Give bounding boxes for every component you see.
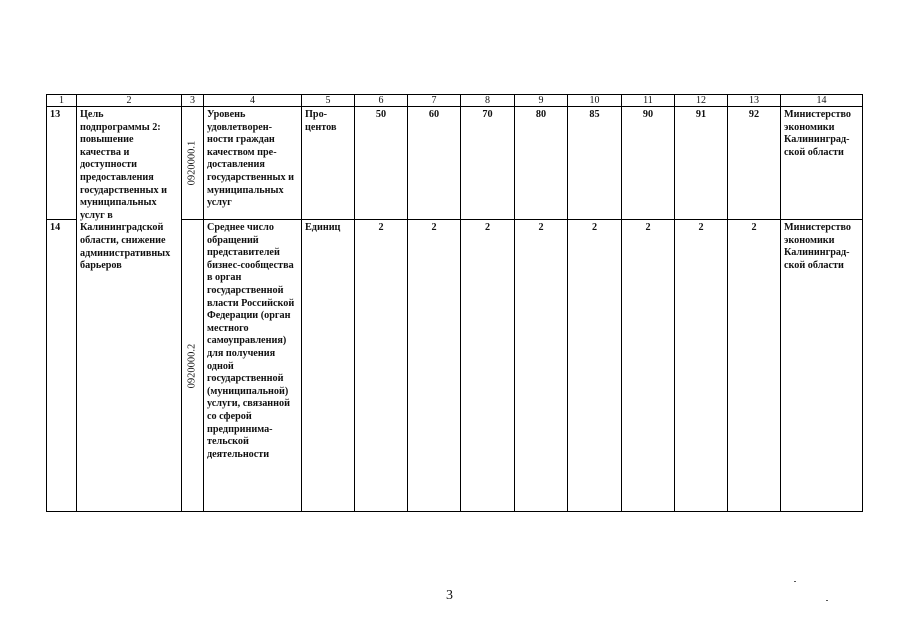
col-header: 3 bbox=[182, 95, 204, 107]
row-number: 13 bbox=[47, 107, 77, 220]
indicator-code-cell bbox=[182, 220, 204, 512]
responsible-cell: Министерство экономики Калининград-ской области bbox=[781, 107, 863, 220]
value-cell: 2 bbox=[355, 220, 408, 512]
goal-cell: Цель подпрограммы 2: повышение качества и доступности предоставления государственных и муниципальных услуг в Калининградской области, снижение административных барьеров bbox=[77, 107, 182, 512]
responsible-cell: Министерство экономики Калининград-ской области bbox=[781, 220, 863, 512]
table-row bbox=[47, 107, 863, 220]
col-header: 12 bbox=[675, 95, 728, 107]
value-cell: 70 bbox=[461, 107, 515, 220]
scan-speck bbox=[826, 600, 828, 601]
value-cell: 80 bbox=[515, 107, 568, 220]
value-cell: 2 bbox=[728, 220, 781, 512]
value-cell: 2 bbox=[568, 220, 622, 512]
col-header: 14 bbox=[781, 95, 863, 107]
page-number: 3 bbox=[446, 588, 453, 603]
value-cell: 50 bbox=[355, 107, 408, 220]
value-cell: 90 bbox=[622, 107, 675, 220]
col-header: 13 bbox=[728, 95, 781, 107]
row-number: 14 bbox=[47, 220, 77, 512]
col-header: 6 bbox=[355, 95, 408, 107]
unit: Единиц bbox=[302, 220, 355, 512]
header-row bbox=[47, 95, 863, 107]
indicator-name: Среднее число обращений представителей бизнес-сообщества в орган государственной власти Российской Федерации (орган местного самоуправления) для получения одной государственной (муниципальной) услуги, связанной со сферой предпринима-тельской деятельности bbox=[204, 220, 302, 512]
value-cell: 2 bbox=[622, 220, 675, 512]
value-cell: 91 bbox=[675, 107, 728, 220]
value-cell: 60 bbox=[408, 107, 461, 220]
unit: Про-центов bbox=[302, 107, 355, 220]
col-header: 1 bbox=[47, 95, 77, 107]
indicator-code: 0920000.1 bbox=[186, 140, 198, 186]
value-cell: 85 bbox=[568, 107, 622, 220]
indicator-code-cell bbox=[182, 107, 204, 220]
value-cell: 92 bbox=[728, 107, 781, 220]
col-header: 2 bbox=[77, 95, 182, 107]
value-cell: 2 bbox=[515, 220, 568, 512]
indicator-code: 0920000.2 bbox=[186, 343, 198, 388]
value-cell: 2 bbox=[408, 220, 461, 512]
col-header: 8 bbox=[461, 95, 515, 107]
col-header: 4 bbox=[204, 95, 302, 107]
col-header: 5 bbox=[302, 95, 355, 107]
col-header: 7 bbox=[408, 95, 461, 107]
value-cell: 2 bbox=[461, 220, 515, 512]
indicators-table bbox=[46, 94, 863, 512]
scan-speck bbox=[794, 581, 796, 582]
col-header: 9 bbox=[515, 95, 568, 107]
value-cell: 2 bbox=[675, 220, 728, 512]
col-header: 10 bbox=[568, 95, 622, 107]
col-header: 11 bbox=[622, 95, 675, 107]
indicator-name: Уровень удовлетворен-ности граждан качеством пре-доставления государственных и муниципальных услуг bbox=[204, 107, 302, 220]
